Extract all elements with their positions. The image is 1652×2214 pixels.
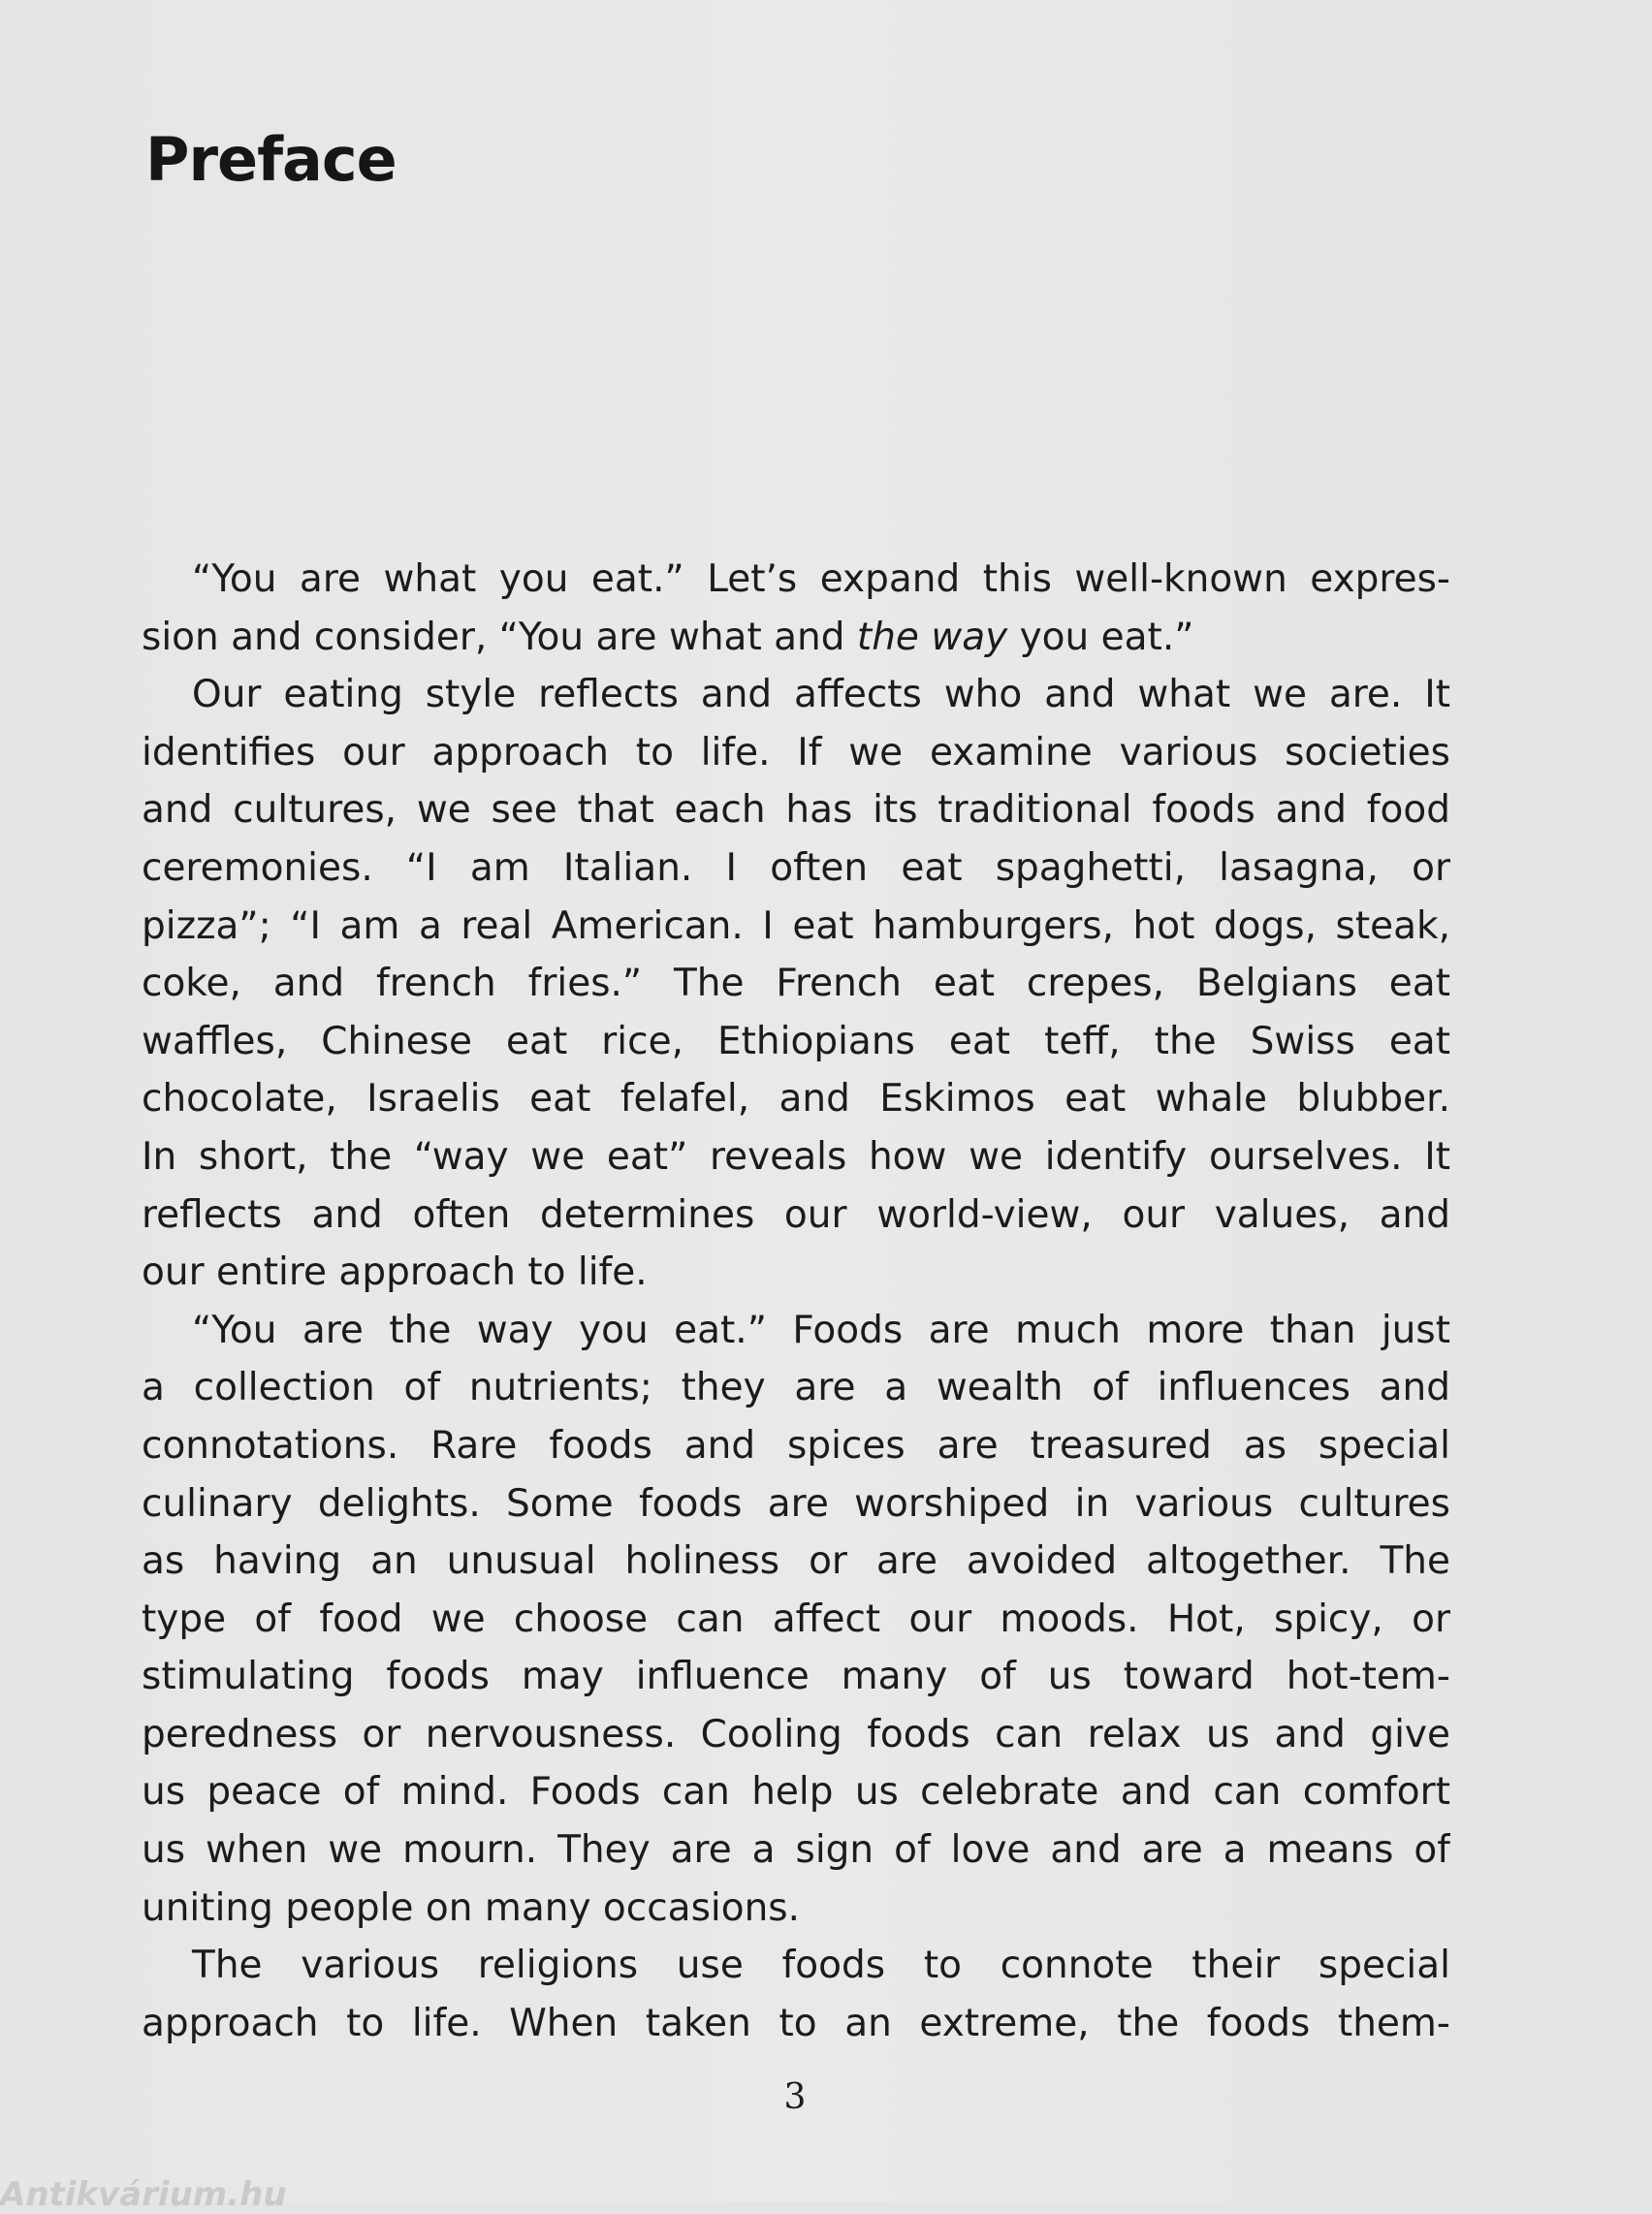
text-line: peredness or nervousness. Cooling foods can relax us and give xyxy=(142,1712,1450,1756)
text-line: ceremonies. “I am Italian. I often eat spaghetti, lasagna, or xyxy=(142,845,1450,890)
watermark-text: Antikvárium.hu xyxy=(0,2175,287,2214)
text-line: culinary delights. Some foods are worshiped in various cultures xyxy=(142,1481,1450,1526)
text-line: a collection of nutrients; they are a wealth of influences and xyxy=(142,1366,1450,1410)
text-line: stimulating foods may influence many of us toward hot-tem- xyxy=(142,1655,1450,1699)
text-line: pizza”; “I am a real American. I eat hamburgers, hot dogs, steak, xyxy=(142,903,1450,948)
text-line: chocolate, Israelis eat felafel, and Eskimos eat whale blubber. xyxy=(142,1077,1450,1122)
text-line: The various religions use foods to connote their special xyxy=(192,1944,1450,1988)
text-line: approach to life. When taken to an extreme, the foods them- xyxy=(142,2001,1450,2045)
text-line: In short, the “way we eat” reveals how we identify ourselves. It xyxy=(142,1134,1450,1179)
text-line: identifies our approach to life. If we examine various societies xyxy=(142,730,1450,775)
text-line: waffles, Chinese eat rice, Ethiopians eat teff, the Swiss eat xyxy=(142,1019,1450,1063)
text-line: as having an unusual holiness or are avoided altogether. The xyxy=(142,1539,1450,1584)
page-heading: Preface xyxy=(145,124,397,195)
text-line: reflects and often determines our world-view, our values, and xyxy=(142,1192,1450,1237)
text-line: us when we mourn. They are a sign of love and are a means of xyxy=(142,1828,1450,1873)
text-line: us peace of mind. Foods can help us celebrate and can comfort xyxy=(142,1770,1450,1815)
text-line: “You are the way you eat.” Foods are much more than just xyxy=(192,1308,1450,1352)
body-text xyxy=(142,551,1450,2052)
text-line: uniting people on many occasions. xyxy=(142,1885,801,1930)
text-line: Our eating style reflects and affects who and what we are. It xyxy=(192,673,1450,717)
text-line: type of food we choose can affect our moods. Hot, spicy, or xyxy=(142,1597,1450,1641)
text-line-emphasis: sion and consider, “You are what and the way you eat.” xyxy=(142,615,1194,659)
text-line: connotations. Rare foods and spices are treasured as special xyxy=(142,1423,1450,1468)
page-number: 3 xyxy=(783,2077,807,2117)
text-line: coke, and french fries.” The French eat crepes, Belgians eat xyxy=(142,962,1450,1006)
text-line: and cultures, we see that each has its traditional foods and food xyxy=(142,788,1450,833)
text-line: “You are what you eat.” Let’s expand this well-known expres- xyxy=(192,557,1450,601)
text-line: our entire approach to life. xyxy=(142,1250,648,1295)
emphasis-text: the way xyxy=(856,615,1008,659)
